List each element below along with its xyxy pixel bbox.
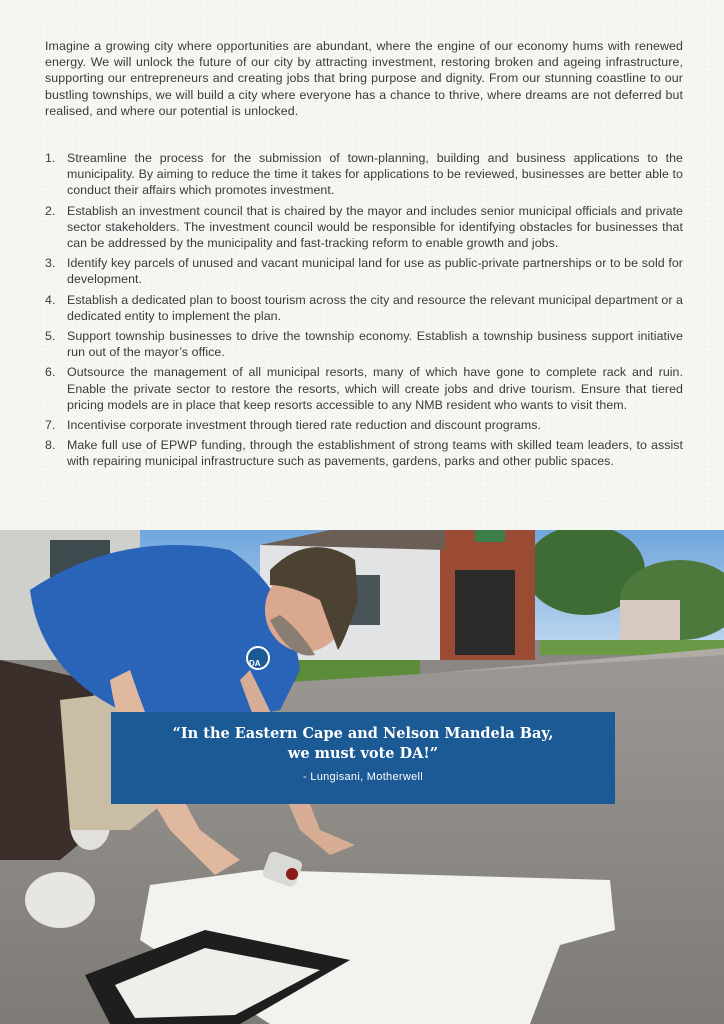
- list-item: [45, 328, 683, 360]
- quote-text: [111, 724, 615, 764]
- list-number: 2.: [45, 203, 56, 218]
- list-number: 4.: [45, 292, 56, 307]
- list-item-text: Support township businesses to drive the township economy. Establish a township business support initiative run out of the mayor’s office.: [67, 329, 683, 360]
- list-item-text: Incentivise corporate investment through tiered rate reduction and discount programs.: [67, 418, 541, 433]
- testimonial-quote-box: [111, 712, 615, 804]
- list-item: [45, 255, 683, 287]
- list-item: [45, 364, 683, 413]
- list-number: 6.: [45, 365, 56, 380]
- list-item-text: Outsource the management of all municipal resorts, many of which have gone to complete rack and ruin. Enable the private sector to restore the resorts, which will create jobs and drive tourism. Ensure that tiered pricing models are in place that keep resorts accessible to any NMB resident who wants to visit them.: [67, 365, 683, 412]
- list-item: [45, 150, 683, 199]
- quote-author: - Lungisani, Motherwell: [302, 771, 423, 783]
- quote-line-2: we must vote DA!”: [287, 745, 439, 762]
- list-number: 3.: [45, 256, 56, 271]
- action-list: [45, 150, 683, 474]
- shirt-logo-text: DA: [249, 659, 261, 668]
- intro-paragraph: Imagine a growing city where opportunities are abundant, where the engine of our economy hums with renewed energy. We will unlock the future of our city by attracting investment, restoring broken and ageing infrastructure, supporting our entrepreneurs and creating jobs that bring purpose and dignity. From our stunning coastline to our bustling townships, we will build a city where everyone has a chance to thrive, where dreams are not deferred but realised, and where our potential is unlocked.: [45, 39, 683, 118]
- list-item-text: Establish a dedicated plan to boost tourism across the city and resource the relevant municipal department or a dedicated entity to implement the plan.: [67, 292, 683, 323]
- list-item: [45, 437, 683, 469]
- list-item: [45, 417, 683, 433]
- list-item: [45, 203, 683, 252]
- list-number: 5.: [45, 329, 56, 344]
- list-item-text: Streamline the process for the submission of town-planning, building and business applications to the municipality. By aiming to reduce the time it takes for applications to be reviewed, businesses are better able to conduct their affairs which promotes investment.: [67, 151, 683, 198]
- list-number: 1.: [45, 151, 56, 165]
- list-item-text: Establish an investment council that is chaired by the mayor and includes senior municipal officials and private sector stakeholders. The investment council would be responsible for identifying obstacles for businesses that can be addressed by the municipality and fast-tracking reform to enable growth and jobs.: [67, 203, 683, 251]
- list-number: 7.: [45, 418, 56, 433]
- list-number: 8.: [45, 438, 56, 453]
- quote-line-1: “In the Eastern Cape and Nelson Mandela Bay,: [172, 725, 554, 742]
- list-item-text: Identify key parcels of unused and vacant municipal land for use as public-private partnerships or to be sold for development.: [67, 256, 683, 287]
- list-item: [45, 292, 683, 324]
- list-item-text: Make full use of EPWP funding, through the establishment of strong teams with skilled team leaders, to assist with repairing municipal infrastructure such as pavements, gardens, parks and other public spaces.: [67, 438, 683, 469]
